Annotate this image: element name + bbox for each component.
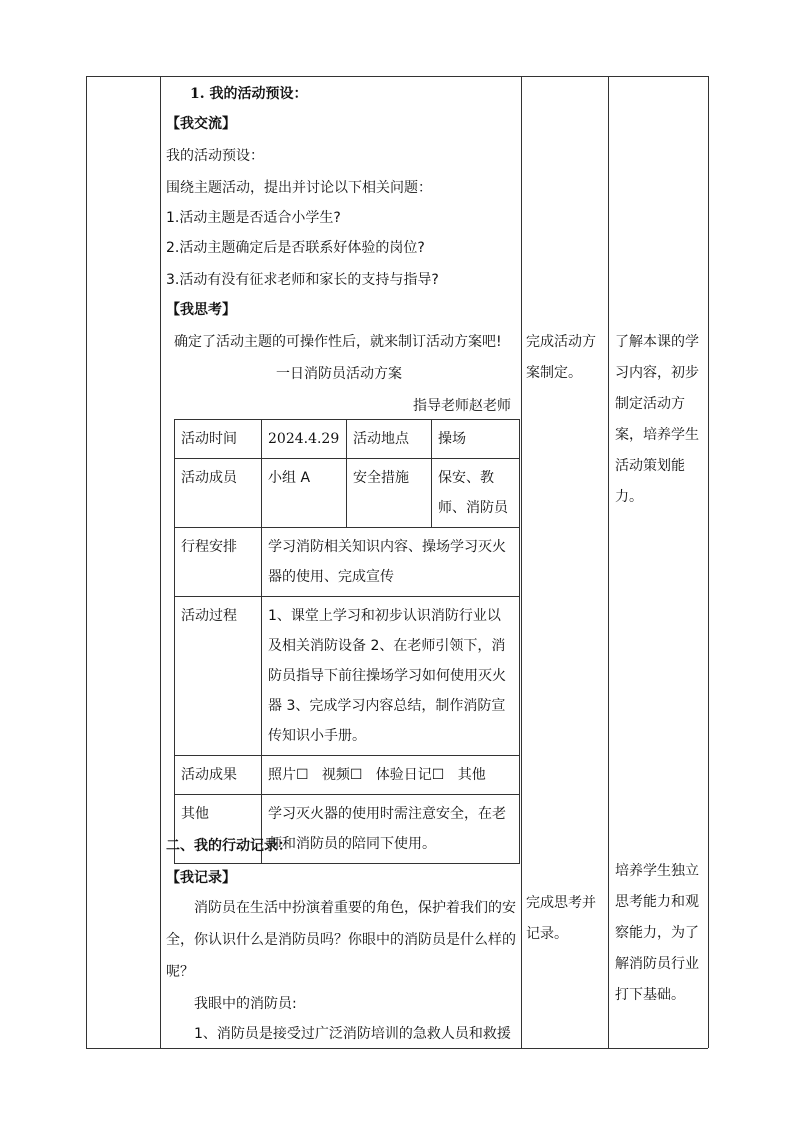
table-row — [175, 528, 520, 597]
column-divider-1 — [160, 76, 161, 1048]
place-label: 活动地点 — [347, 420, 432, 459]
think-tag: 【我思考】 — [166, 302, 236, 318]
activity-plan-table — [174, 419, 520, 864]
results-label: 活动成果 — [175, 756, 262, 795]
table-row — [175, 756, 520, 795]
record-paragraph: 消防员在生活中扮演着重要的角色，保护着我们的安全，你认识什么是消防员吗？你眼中的消防员是什么样的呢？ — [166, 900, 516, 980]
firefighter-point-1: 1、消防员是接受过广泛消防培训的急救人员和救援 — [194, 1026, 511, 1042]
preset-line: 围绕主题活动，提出并讨论以下相关问题： — [166, 180, 432, 196]
table-bottom-border — [86, 1048, 708, 1049]
members-label: 活动成员 — [175, 459, 262, 528]
table-row — [175, 597, 520, 756]
design-purpose-1: 了解本课的学习内容，初步制定活动方案，培养学生活动策划能力。 — [615, 334, 699, 505]
place-value: 操场 — [432, 420, 520, 459]
plan-title: 一日消防员活动方案 — [276, 366, 402, 382]
preset-question: 1.活动主题是否适合小学生? — [166, 210, 341, 226]
action-record-heading: 二、我的行动记录： — [166, 838, 292, 854]
student-task-2: 完成思考并记录。 — [526, 895, 596, 942]
time-label: 活动时间 — [175, 420, 262, 459]
preset-line: 我的活动预设： — [166, 148, 264, 164]
schedule-label: 行程安排 — [175, 528, 262, 597]
schedule-value: 学习消防相关知识内容、操场学习灭火器的使用、完成宣传 — [262, 528, 520, 597]
activity-preset-heading: 1. 我的活动预设： — [190, 86, 308, 102]
table-row — [175, 420, 520, 459]
other-label: 其他 — [175, 795, 262, 864]
table-top-border — [86, 76, 708, 77]
plan-intro: 确定了活动主题的可操作性后，就来制订活动方案吧! — [174, 334, 502, 350]
design-purpose-2: 培养学生独立思考能力和观察能力，为了解消防员行业打下基础。 — [615, 863, 699, 1003]
plan-advisor: 指导老师赵老师 — [413, 398, 511, 414]
process-label: 活动过程 — [175, 597, 262, 756]
results-value: 照片☐ 视频☐ 体验日记☐ 其他 — [262, 756, 520, 795]
exchange-tag: 【我交流】 — [166, 116, 236, 132]
student-task-1: 完成活动方案制定。 — [526, 334, 596, 381]
table-row — [175, 459, 520, 528]
process-value: 1、课堂上学习和初步认识消防行业以及相关消防设备 2、在老师引领下，消防员指导下前往操场学习如何使用灭火器 3、完成学习内容总结，制作消防宣传知识小手册。 — [262, 597, 520, 756]
table-left-border — [86, 76, 87, 1048]
record-tag: 【我记录】 — [166, 870, 236, 886]
preset-question: 3.活动有没有征求老师和家长的支持与指导? — [166, 272, 439, 288]
members-value: 小组 A — [262, 459, 347, 528]
firefighter-in-my-eyes: 我眼中的消防员: — [194, 996, 297, 1012]
safety-value: 保安、教师、消防员 — [432, 459, 520, 528]
safety-label: 安全措施 — [347, 459, 432, 528]
table-right-border — [708, 76, 709, 1048]
other-value: 学习灭火器的使用时需注意安全，在老师和消防员的陪同下使用。 — [262, 795, 520, 864]
time-value: 2024.4.29 — [262, 420, 347, 459]
column-divider-2 — [521, 76, 522, 1048]
preset-question: 2.活动主题确定后是否联系好体验的岗位? — [166, 240, 425, 256]
column-divider-3 — [608, 76, 609, 1048]
